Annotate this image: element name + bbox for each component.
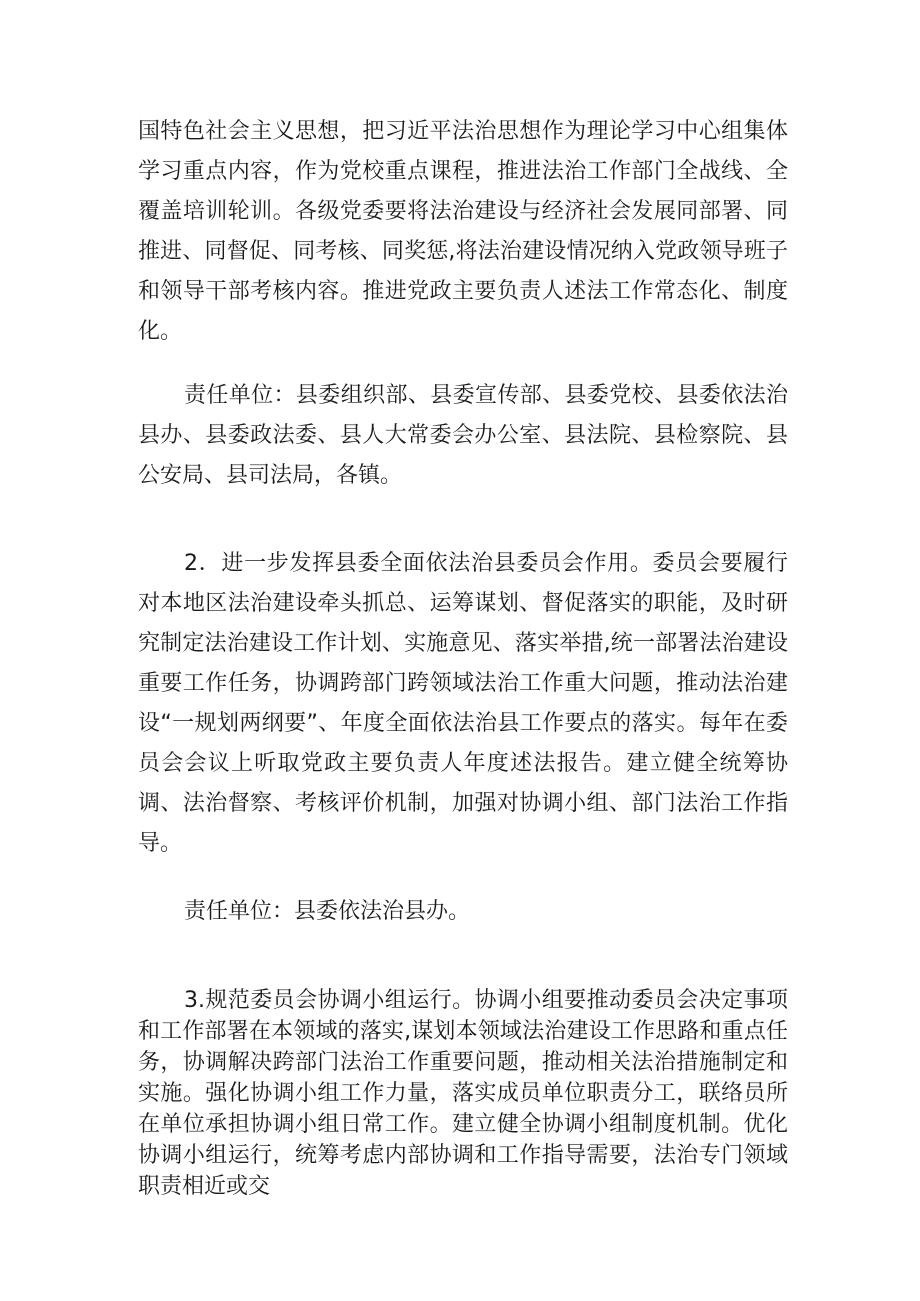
- paragraph-responsible-units-2: 责任单位：县委依法治县办。: [184, 899, 471, 924]
- paragraph-responsible-units-1: 责任单位：县委组织部、县委宣传部、县委党校、县委依法治县办、县委政法委、县人大常委会办公室、县法院、县检察院、县公安局、县司法局，各镇。: [138, 383, 788, 488]
- paragraph-item-2-committee-role: 2．进一步发挥县委全面依法治县委员会作用。委员会要履行对本地区法治建设牵头抓总、运筹谋划、督促落实的职能，及时研究制定法治建设工作计划、实施意见、落实举措,统一部署法治建设重要工作任务，协调跨部门跨领域法治工作重大问题，推动法治建设“一规划两纲要”、年度全面依法治县工作要点的落实。每年在委员会会议上听取党政主要负责人年度述法报告。建立健全统筹协调、法治督察、考核评价机制，加强对协调小组、部门法治工作指导。: [138, 551, 788, 856]
- paragraph-study-training: 国特色社会主义思想，把习近平法治思想作为理论学习中心组集体学习重点内容，作为党校重点课程，推进法治工作部门全战线、全覆盖培训轮训。各级党委要将法治建设与经济社会发展同部署、同推进、同督促、同考核、同奖惩,将法治建设情况纳入党政领导班子和领导干部考核内容。推进党政主要负责人述法工作常态化、制度化。: [138, 119, 788, 344]
- paragraph-item-3-coordination-groups: 3.规范委员会协调小组运行。协调小组要推动委员会决定事项和工作部署在本领域的落实,谋划本领域法治建设工作思路和重点任务，协调解决跨部门法治工作重要问题，推动相关法治措施制定和实施。强化协调小组工作力量，落实成员单位职责分工，联络员所在单位承担协调小组日常工作。建立健全协调小组制度机制。优化协调小组运行，统筹考虑内部协调和工作指导需要，法治专门领域职责相近或交: [138, 988, 788, 1199]
